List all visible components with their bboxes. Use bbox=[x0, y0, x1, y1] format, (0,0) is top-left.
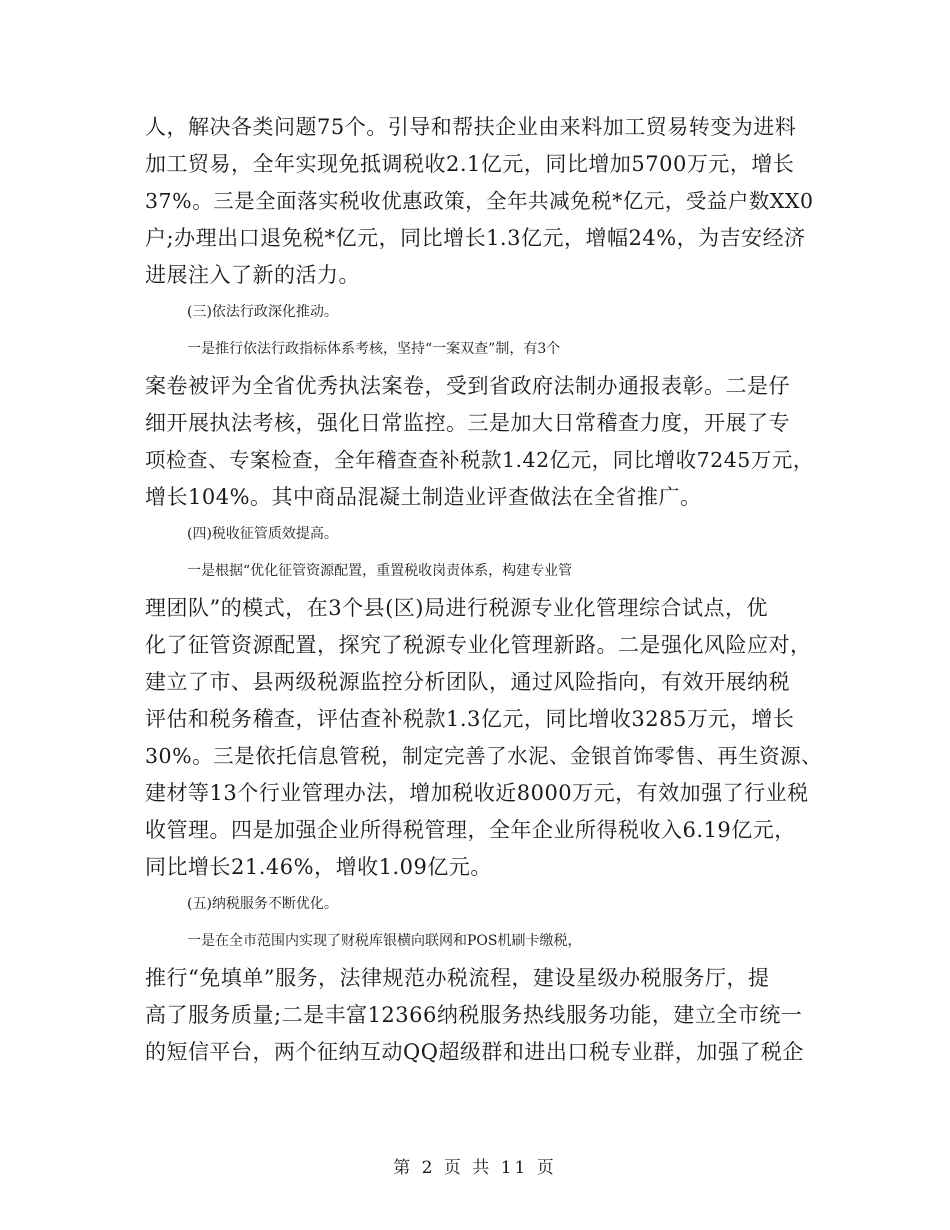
body-text-line: 同比增长21.46%，增收1.09亿元。 bbox=[145, 855, 492, 879]
body-text-line: 评估和税务稽查，评估查补税款1.3亿元，同比增收3285万元，增长 bbox=[145, 707, 795, 731]
body-text-line: 理团队”的模式，在3个县(区)局进行税源专业化管理综合试点，优 bbox=[145, 596, 768, 620]
body-text-line: 项检查、专案检查，全年稽查查补税款1.42亿元，同比增收7245万元， bbox=[145, 448, 814, 472]
body-text-line: 一是在全市范围内实现了财税库银横向联网和POS机刷卡缴税， bbox=[187, 933, 582, 949]
body-text-line: 化了征管资源配置，探究了税源专业化管理新路。二是强化风险应对， bbox=[145, 633, 812, 657]
body-text-line: 37%。三是全面落实税收优惠政策，全年共减免税*亿元，受益户数XX0 bbox=[145, 189, 814, 213]
page-number-footer: 第 2 页 共 11 页 bbox=[393, 1158, 557, 1178]
section-heading: (三)依法行政深化推动。 bbox=[187, 304, 338, 320]
body-text-line: 一是根据“优化征管资源配置，重置税收岗责体系，构建专业管 bbox=[187, 563, 573, 579]
body-text-line: 收管理。四是加强企业所得税管理，全年企业所得税收入6.19亿元， bbox=[145, 818, 796, 842]
body-text-line: 户;办理出口退免税*亿元，同比增长1.3亿元，增幅24%，为吉安经济 bbox=[145, 226, 806, 250]
body-text-line: 建材等13个行业管理办法，增加税收近8000万元，有效加强了行业税 bbox=[145, 781, 809, 805]
body-text-line: 案卷被评为全省优秀执法案卷，受到省政府法制办通报表彰。二是仔 bbox=[145, 374, 790, 398]
body-text-line: 一是推行依法行政指标体系考核，坚持“一案双查”制，有3个 bbox=[187, 341, 561, 357]
body-text-line: 高了服务质量;二是丰富12366纳税服务热线服务功能，建立全市统一 bbox=[145, 1003, 803, 1027]
body-text-line: 的短信平台，两个征纳互动QQ超级群和进出口税专业群，加强了税企 bbox=[145, 1040, 804, 1064]
section-heading: (五)纳税服务不断优化。 bbox=[187, 896, 338, 912]
body-text-line: 30%。三是依托信息管税，制定完善了水泥、金银首饰零售、再生资源、 bbox=[145, 744, 823, 768]
body-text-line: 建立了市、县两级税源监控分析团队，通过风险指向，有效开展纳税 bbox=[145, 670, 790, 694]
body-text-line: 人，解决各类问题75个。引导和帮扶企业由来料加工贸易转变为进料 bbox=[145, 115, 797, 139]
body-text-line: 加工贸易，全年实现免抵调税收2.1亿元，同比增加5700万元，增长 bbox=[145, 152, 795, 176]
section-heading: (四)税收征管质效提高。 bbox=[187, 526, 338, 542]
body-text-line: 进展注入了新的活力。 bbox=[145, 263, 360, 287]
body-text-line: 推行“免填单”服务，法律规范办税流程，建设星级办税服务厅，提 bbox=[145, 966, 770, 990]
body-text-line: 细开展执法考核，强化日常监控。三是加大日常稽查力度，开展了专 bbox=[145, 411, 790, 435]
body-text-line: 增长104%。其中商品混凝土制造业评查做法在全省推广。 bbox=[145, 485, 702, 509]
